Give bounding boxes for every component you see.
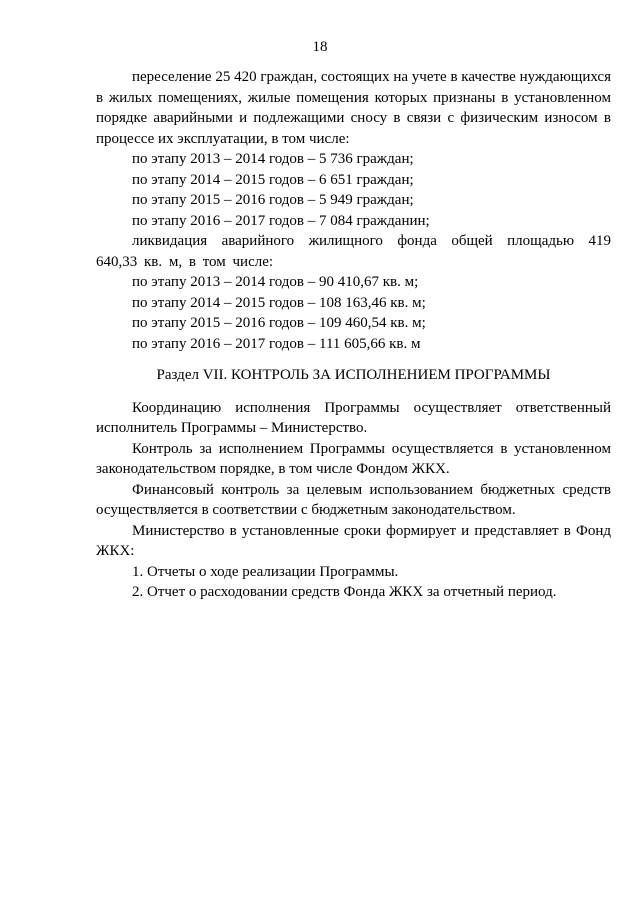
stage-area-item: по этапу 2015 – 2016 годов – 109 460,54 кв. м; — [132, 315, 426, 331]
report-item: 2. Отчет о расходовании средств Фонда ЖКХ за отчетный период. — [132, 584, 557, 600]
financial-control-paragraph: Финансовый контроль за целевым использованием бюджетных средств осуществляется в соответствии с бюджетным законодательством. — [96, 481, 611, 518]
stage-people-item: по этапу 2015 – 2016 годов – 5 949 граждан; — [132, 192, 414, 208]
liquidation-paragraph: ликвидация аварийного жилищного фонда общей площадью 419 640,33 кв. м, в том числе: — [96, 233, 611, 270]
stage-area-item: по этапу 2016 – 2017 годов – 111 605,66 кв. м — [132, 335, 421, 352]
ministry-paragraph: Министерство в установленные сроки формирует и представляет в Фонд ЖКХ: — [96, 522, 611, 559]
stage-people-item: по этапу 2016 – 2017 годов – 7 084 гражданин; — [132, 212, 430, 229]
stage-area-item: по этапу 2014 – 2015 годов – 108 163,46 кв. м; — [132, 294, 426, 311]
report-item: 1. Отчеты о ходе реализации Программы. — [132, 563, 399, 580]
resettlement-paragraph: переселение 25 420 граждан, состоящих на учете в качестве нуждающихся в жилых помещениях, жилые помещения которых признаны в установленном порядке аварийными и подлежащими сносу в связи с физическим износом в процессе их эксплуатации, в том числе: — [96, 69, 611, 147]
stage-people-item: по этапу 2014 – 2015 годов – 6 651 граждан; — [132, 171, 414, 188]
document-body — [96, 67, 611, 603]
stage-area-item: по этапу 2013 – 2014 годов – 90 410,67 кв. м; — [132, 274, 419, 290]
section-heading: Раздел VII. КОНТРОЛЬ ЗА ИСПОЛНЕНИЕМ ПРОГРАММЫ — [156, 367, 551, 383]
control-paragraph: Контроль за исполнением Программы осуществляется в установленном законодательством порядке, в том числе Фондом ЖКХ. — [96, 440, 611, 477]
coordination-paragraph: Координацию исполнения Программы осуществляет ответственный исполнитель Программы – Министерство. — [96, 399, 611, 436]
stage-people-item: по этапу 2013 – 2014 годов – 5 736 граждан; — [132, 151, 414, 167]
page-number: 18 — [312, 39, 328, 55]
